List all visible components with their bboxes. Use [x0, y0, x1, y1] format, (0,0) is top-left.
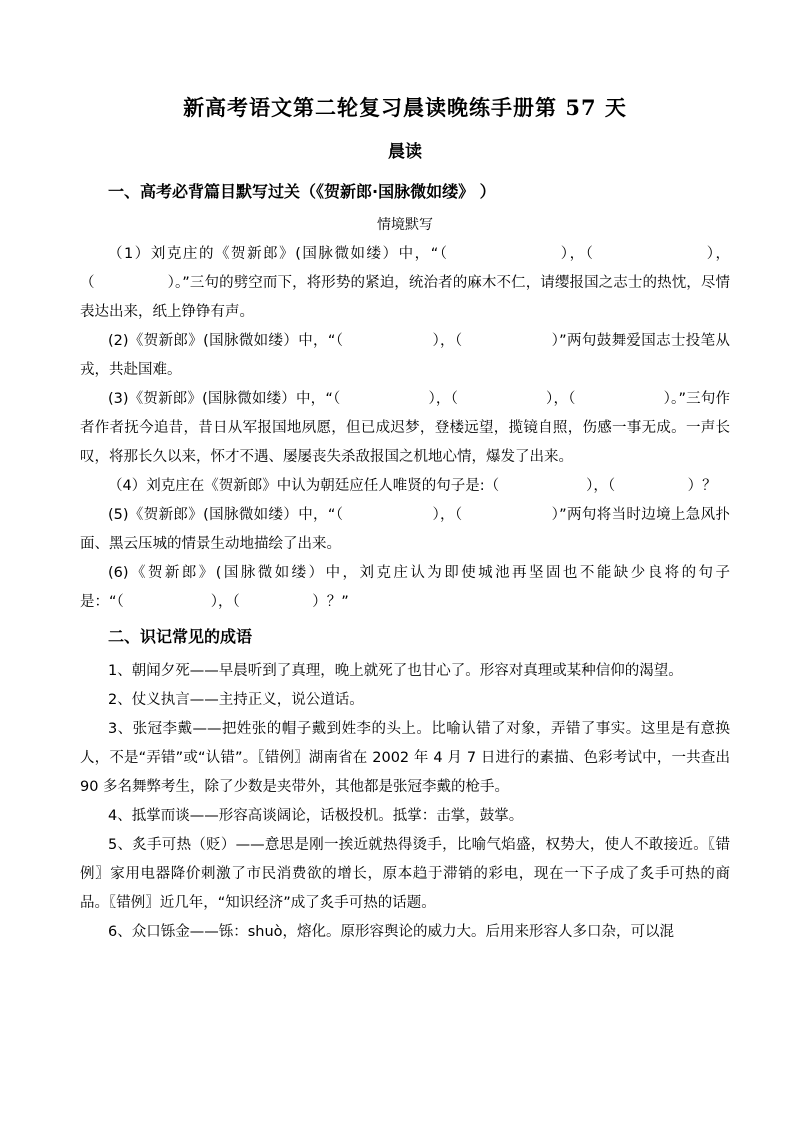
idiom-item-2: 2、仗义执言——主持正义，说公道话。 — [108, 692, 364, 708]
document-title: 新高考语文第二轮复习晨读晚练手册第 57 天 — [183, 95, 627, 120]
section-heading-idioms: 二、识记常见的成语 — [108, 627, 253, 646]
dictation-item-4: （4）刘克庄在《贺新郎》中认为朝廷应任人唯贤的句子是:（ ），（ ）？ — [108, 478, 717, 494]
dictation-item-3: (3)《贺新郎》(国脉微如缕）中，“（ ），（ ），（ ）。”三句作者作者抚今追昔，昔日从军报国地夙愿，但已成迟梦，登楼远望，揽镜自照，伤感一事无成。一声长叹，将那长久以来，怀才不遇、屡屡丧失杀敌报国之机地心情，爆发了出来。 — [80, 391, 730, 465]
dictation-item-2: (2)《贺新郎》(国脉微如缕）中，“（ ），（ ）”两句鼓舞爱国志士投笔从戎，共赴国难。 — [80, 333, 730, 378]
document-page — [80, 92, 730, 947]
section-heading-dictation: 一、高考必背篇目默写过关（《贺新郎·国脉微如缕》 ） — [108, 182, 496, 201]
idiom-item-6: 6、众口铄金——铄：shuò，熔化。原形容舆论的威力大。后用来形容人多口杂，可以混 — [108, 924, 675, 940]
section-idioms — [80, 623, 730, 947]
section-dictation — [80, 178, 730, 617]
document-subtitle: 晨读 — [388, 142, 422, 162]
idiom-item-3: 3、张冠李戴——把姓张的帽子戴到姓李的头上。比喻认错了对象，弄错了事实。这里是有意换人，不是“弄错”或“认错”。〖错例〗湖南省在 2002 年 4 月 7 日进行的素描、色彩考试中，一共查出 90 多名舞弊考生，除了少数是夹带外，其他都是张冠李戴的枪手。 — [80, 721, 730, 795]
idiom-item-1: 1、朝闻夕死——早晨听到了真理，晚上就死了也甘心了。形容对真理或某种信仰的渴望。 — [108, 663, 683, 679]
idiom-item-4: 4、抵掌而谈——形容高谈阔论，话极投机。抵掌：击掌，鼓掌。 — [108, 808, 524, 824]
dictation-item-5: (5)《贺新郎》(国脉微如缕）中，“（ ），（ ）”两句将当时边境上急风扑面、黑云压城的情景生动地描绘了出来。 — [80, 507, 730, 552]
section-label-context: 情境默写 — [377, 217, 433, 233]
dictation-item-6: (6)《贺新郎》(国脉微如缕）中，刘克庄认为即使城池再坚固也不能缺少良将的句子是：“（ ），（ ）？” — [80, 565, 730, 610]
dictation-item-1: （1）刘克庄的《贺新郎》(国脉微如缕）中，“（ ），（ ），（ ）。”三句的劈空而下，将形势的紧迫，统治者的麻木不仁，请缨报国之志士的热忱，尽情表达出来，纸上铮铮有声。 — [80, 246, 730, 320]
idiom-item-5: 5、炙手可热（贬）——意思是刚一挨近就热得烫手，比喻气焰盛，权势大，使人不敢接近。〖错例〗家用电器降价刺激了市民消费欲的增长，原本趋于滞销的彩电，现在一下子成了炙手可热的商品。〖错例〗近几年，“知识经济”成了炙手可热的话题。 — [80, 837, 730, 911]
